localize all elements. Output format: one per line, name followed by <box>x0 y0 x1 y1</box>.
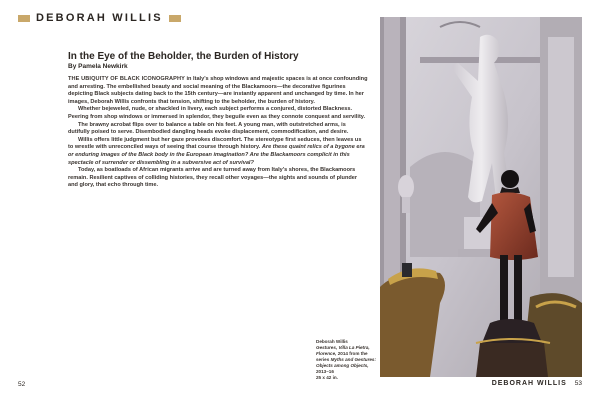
photo-caption <box>316 339 378 381</box>
lead-in: THE UBIQUITY OF BLACK ICONOGRAPHY <box>68 76 185 82</box>
article-title: In the Eye of the Beholder, the Burden of History <box>68 51 299 62</box>
header-bar-right <box>169 15 181 22</box>
paragraph-3: The brawny acrobat flips over to balance a table on his feet. A young man, with outstretched arms, is dutifully poised to serve. Disembodied dangling heads evoke displacement, commodification, and desire. <box>68 121 349 136</box>
article-byline: By Pamela Newkirk <box>68 63 128 70</box>
caption-dates: 2013–16 <box>316 369 334 374</box>
running-header <box>18 12 181 24</box>
caption-details: 2014 from the series <box>316 351 368 362</box>
paragraph-4-text: Willis offers little judgment but her gaze provokes discomfort. The stereotype first seduces, then leaves us to wrestle with unreconciled ways of seeing that course through history. <box>68 136 362 151</box>
header-artist-name: DEBORAH WILLIS <box>36 12 163 24</box>
caption-series: Myths and Gestures: Objects among Objects, <box>316 357 376 368</box>
paragraph-1-text: in Italy's shop windows and majestic spaces is at once confounding and arresting. The embellished beauty and social meaning of the Blackamoors—the decorative figurines depicting Black subjects dating back to the 15th century—are instantly apparent and unchanged by time. In her images, Deborah Willis confronts that tension, shifting to the beholder, the burden of history. <box>68 76 368 105</box>
paragraph-4-questions: Are these quaint relics of a bygone era or enduring images of the Black body in the European imagination? Are the Blackamoors complicit in this spectacle of surrender or dissembling in a subversive act of survival? <box>68 144 365 166</box>
running-footer <box>492 380 582 387</box>
page-number-left: 52 <box>18 381 26 388</box>
page-number-right: 53 <box>574 380 582 387</box>
header-bar-left <box>18 15 30 22</box>
paragraph-4 <box>68 137 368 167</box>
paragraph-1 <box>68 76 368 106</box>
article-body <box>68 76 368 190</box>
caption-artist: Deborah Willis <box>316 339 348 344</box>
paragraph-5: Today, as boatloads of African migrants arrive and are turned away from Italy's shores, the Blackamoors remain. Resilient captives of colliding histories, they recall other voyages—the sights and sounds of plunder and glory, that echo through time. <box>68 167 358 189</box>
footer-artist-name: DEBORAH WILLIS <box>491 380 567 387</box>
artwork-photograph <box>380 17 582 377</box>
caption-work-title: Gestures, Villa La Pietra, Florence, <box>316 345 370 356</box>
caption-size: 25 x 42 in. <box>316 375 338 380</box>
paragraph-2: Whether bejeweled, nude, or shackled in livery, each subject performs a conjured, distorted Blackness. Peering from shop windows or immersed in splendor, they beguile even as they connote conquest and servility. <box>68 106 366 120</box>
